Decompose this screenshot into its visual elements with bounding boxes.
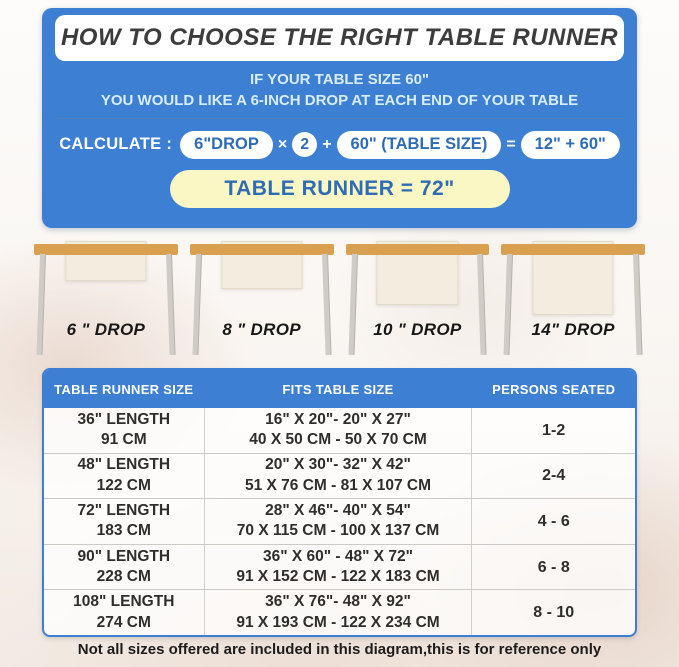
drop-diagram-10 bbox=[344, 228, 492, 368]
runner-size-cell: 90" LENGTH 228 CM bbox=[77, 547, 171, 586]
drop-diagram-8 bbox=[188, 228, 336, 368]
size-reference-table bbox=[42, 368, 637, 637]
runner-size-cell: 72" LENGTH 183 CM bbox=[77, 502, 171, 540]
runner-size-cell: 48" LENGTH 122 CM bbox=[77, 456, 171, 494]
persons-seated-cell: 6 - 8 bbox=[537, 558, 570, 576]
drop-diagrams bbox=[0, 228, 679, 368]
drop-label: 14" DROP bbox=[531, 320, 615, 339]
table-row bbox=[44, 544, 635, 590]
runner-size-cell: 108" LENGTH 274 CM bbox=[73, 593, 175, 631]
multiply-sign: × bbox=[277, 135, 288, 153]
tabletop bbox=[190, 244, 334, 255]
drop-diagram-6 bbox=[32, 228, 180, 368]
hero-panel bbox=[42, 8, 637, 228]
column-header-persons-seated: PERSONS SEATED bbox=[492, 381, 616, 397]
equals-sign: = bbox=[506, 135, 516, 153]
title-box bbox=[55, 15, 624, 61]
table-row bbox=[44, 498, 635, 544]
persons-seated-cell: 1-2 bbox=[542, 421, 566, 439]
drop-label: 8 " DROP bbox=[222, 320, 301, 339]
column-header-fits-table-size: FITS TABLE SIZE bbox=[282, 381, 394, 397]
fits-table-size-cell: 36" X 60" - 48" X 72" 91 X 152 CM - 122 X 183 CM bbox=[204, 545, 473, 590]
table-size-pill: 60" (TABLE SIZE) bbox=[337, 131, 502, 159]
result-pill: TABLE RUNNER = 72" bbox=[170, 170, 510, 208]
disclaimer-footnote: Not all sizes offered are included in this diagram,this is for reference only bbox=[77, 641, 602, 658]
drop-value-pill: 6"DROP bbox=[180, 131, 273, 159]
drop-label: 10 " DROP bbox=[373, 320, 462, 339]
persons-seated-cell: 8 - 10 bbox=[533, 604, 575, 622]
runner-size-cell: 36" LENGTH 91 CM bbox=[77, 410, 171, 449]
calculate-label: CALCULATE : bbox=[59, 135, 173, 154]
persons-seated-cell: 4 - 6 bbox=[537, 512, 570, 530]
hero-divider bbox=[55, 118, 624, 119]
plus-sign: + bbox=[322, 135, 332, 153]
subtitle-line-2: YOU WOULD LIKE A 6-INCH DROP AT EACH END OF YOUR TABLE bbox=[100, 92, 579, 109]
table-header-row bbox=[44, 370, 635, 408]
drop-diagram-14 bbox=[499, 228, 647, 368]
page-title: HOW TO CHOOSE THE RIGHT TABLE RUNNER bbox=[60, 24, 619, 51]
calculation-row bbox=[42, 131, 637, 159]
multiplier-badge: 2 bbox=[292, 132, 317, 157]
tabletop bbox=[34, 244, 178, 255]
sum-pill: 12" + 60" bbox=[521, 131, 620, 159]
subtitle-line-1: IF YOUR TABLE SIZE 60" bbox=[249, 71, 430, 88]
drop-label: 6 " DROP bbox=[66, 320, 146, 339]
fits-table-size-cell: 28" X 46"- 40" X 54" 70 X 115 CM - 100 X 137 CM bbox=[204, 499, 473, 544]
tabletop bbox=[501, 244, 645, 255]
table-row bbox=[44, 589, 635, 635]
persons-seated-cell: 2-4 bbox=[542, 467, 566, 485]
fits-table-size-cell: 20" X 30"- 32" X 42" 51 X 76 CM - 81 X 107 CM bbox=[204, 454, 473, 499]
fits-table-size-cell: 36" X 76"- 48" X 92" 91 X 193 CM - 122 X 234 CM bbox=[204, 590, 473, 635]
table-row bbox=[44, 453, 635, 499]
table-row bbox=[44, 408, 635, 453]
fits-table-size-cell: 16" X 20"- 20" X 27" 40 X 50 CM - 50 X 70 CM bbox=[204, 408, 473, 453]
tabletop bbox=[346, 244, 490, 255]
column-header-runner-size: TABLE RUNNER SIZE bbox=[54, 381, 194, 397]
